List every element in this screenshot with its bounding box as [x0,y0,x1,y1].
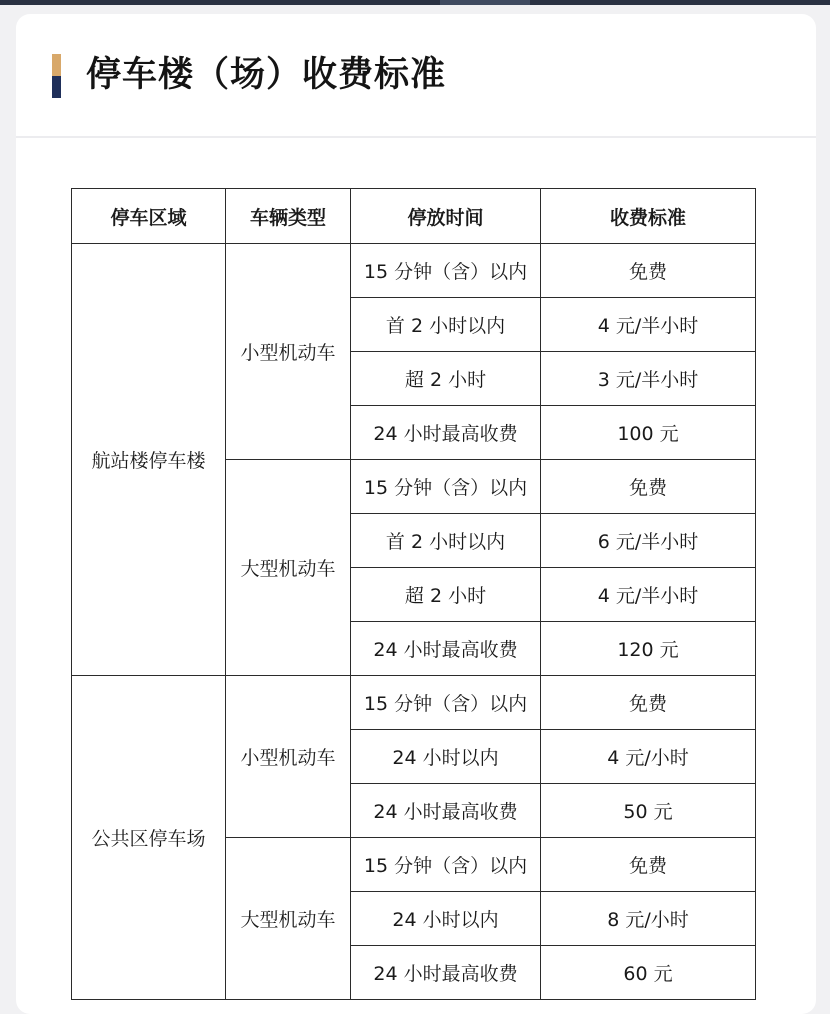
fee-cell: 3 元/半小时 [541,352,756,406]
time-cell: 15 分钟（含）以内 [351,676,541,730]
header-parking-time: 停放时间 [351,189,541,244]
fee-table [71,188,756,1000]
page-title: 停车楼（场）收费标准 [86,55,447,95]
fee-cell: 4 元/半小时 [541,568,756,622]
fee-cell: 60 元 [541,946,756,1000]
time-cell: 24 小时最高收费 [351,622,541,676]
vehicle-type-cell: 大型机动车 [226,460,351,676]
fee-cell: 50 元 [541,784,756,838]
time-cell: 15 分钟（含）以内 [351,460,541,514]
vehicle-type-cell: 小型机动车 [226,676,351,838]
fee-cell: 8 元/小时 [541,892,756,946]
fee-cell: 免费 [541,460,756,514]
time-cell: 超 2 小时 [351,568,541,622]
content-card [16,14,816,1014]
fee-cell: 120 元 [541,622,756,676]
section-header [16,14,816,138]
header-vehicle-type: 车辆类型 [226,189,351,244]
header-fee: 收费标准 [541,189,756,244]
area-cell: 公共区停车场 [72,676,226,1000]
table-row [72,244,756,298]
fee-cell: 免费 [541,676,756,730]
fee-cell: 4 元/小时 [541,730,756,784]
header-area: 停车区域 [72,189,226,244]
time-cell: 15 分钟（含）以内 [351,838,541,892]
top-strip-accent [440,0,530,5]
fee-cell: 100 元 [541,406,756,460]
time-cell: 首 2 小时以内 [351,514,541,568]
table-row [72,676,756,730]
fee-cell: 免费 [541,244,756,298]
top-strip [0,0,830,5]
table-header-row [72,189,756,244]
time-cell: 15 分钟（含）以内 [351,244,541,298]
vehicle-type-cell: 大型机动车 [226,838,351,1000]
fee-cell: 6 元/半小时 [541,514,756,568]
fee-cell: 4 元/半小时 [541,298,756,352]
time-cell: 24 小时最高收费 [351,946,541,1000]
time-cell: 超 2 小时 [351,352,541,406]
time-cell: 首 2 小时以内 [351,298,541,352]
area-cell: 航站楼停车楼 [72,244,226,676]
time-cell: 24 小时以内 [351,892,541,946]
title-accent-bar [52,54,61,98]
time-cell: 24 小时以内 [351,730,541,784]
fee-cell: 免费 [541,838,756,892]
vehicle-type-cell: 小型机动车 [226,244,351,460]
time-cell: 24 小时最高收费 [351,784,541,838]
time-cell: 24 小时最高收费 [351,406,541,460]
